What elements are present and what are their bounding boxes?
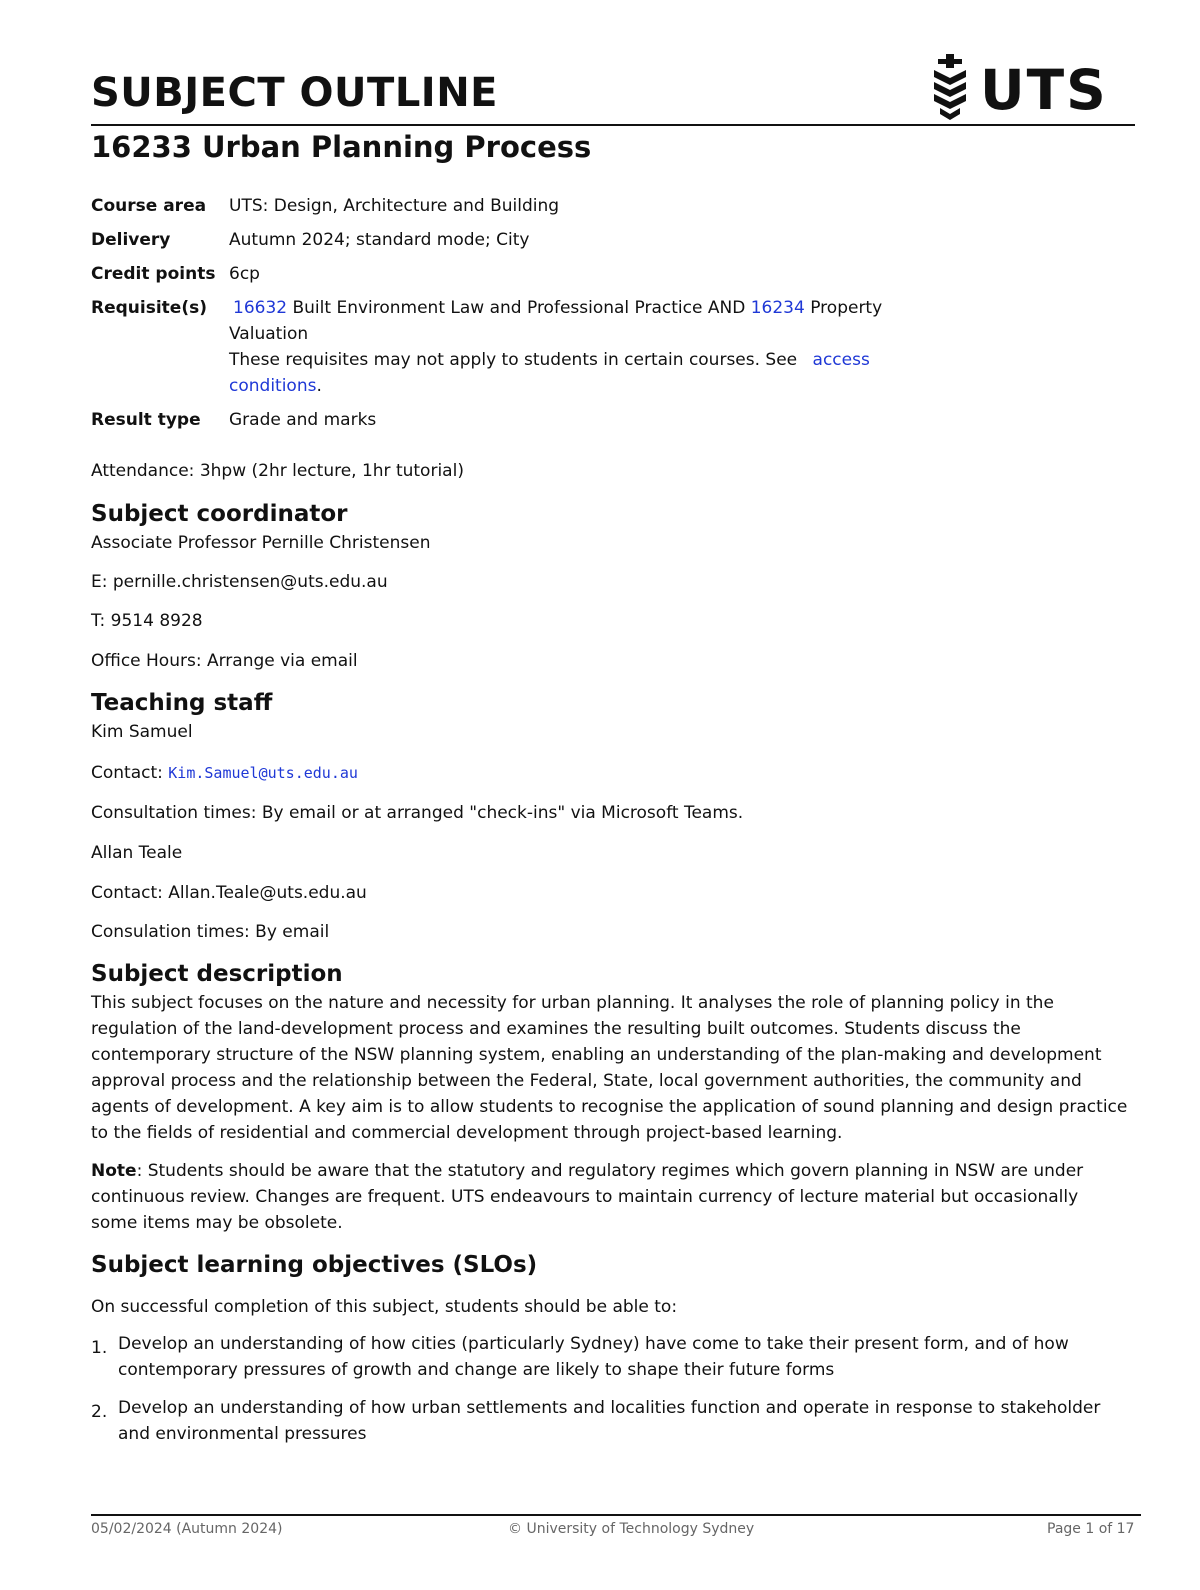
requisites-note-end: .	[316, 376, 322, 396]
note-label: Note	[91, 1161, 137, 1181]
course-area-label: Course area	[91, 196, 207, 216]
coordinator-phone: T: 9514 8928	[91, 611, 203, 631]
footer-copyright: © University of Technology Sydney	[508, 1521, 755, 1537]
requisite-link-16632[interactable]: 16632	[233, 298, 288, 318]
description-note	[91, 1158, 1121, 1236]
slo-number: 2.	[91, 1402, 108, 1422]
footer-date: 05/02/2024 (Autumn 2024)	[91, 1521, 283, 1537]
credit-points-value: 6cp	[229, 264, 260, 284]
footer-rule	[91, 1514, 1141, 1516]
credit-points-label: Credit points	[91, 264, 216, 284]
slo-text: Develop an understanding of how cities (particularly Sydney) have come to take their present form, and of how contemporary pressures of growth and change are likely to shape their future forms	[118, 1334, 1069, 1380]
coordinator-name: Associate Professor Pernille Christensen	[91, 533, 431, 553]
staff1-consultation: Consultation times: By email or at arranged "check-ins" via Microsoft Teams.	[91, 803, 744, 823]
info-row-requisites	[91, 295, 951, 399]
staff2-consultation: Consulation times: By email	[91, 922, 330, 942]
subject-title: 16233 Urban Planning Process	[91, 130, 592, 164]
slo-list	[91, 1331, 1111, 1447]
staff1-contact	[91, 760, 358, 786]
coordinator-office-hours: Office Hours: Arrange via email	[91, 651, 358, 671]
staff1-name: Kim Samuel	[91, 722, 193, 742]
info-row-credit-points	[91, 261, 951, 287]
info-row-delivery	[91, 227, 951, 253]
requisites-label: Requisite(s)	[91, 298, 207, 318]
footer-page-number: Page 1 of 17	[1047, 1521, 1135, 1537]
teaching-staff-heading: Teaching staff	[91, 690, 273, 716]
uts-logo	[928, 52, 1108, 124]
subject-info-table	[91, 193, 951, 441]
requisite-2-text: Property Valuation	[229, 298, 883, 344]
delivery-label: Delivery	[91, 230, 171, 250]
result-type-value: Grade and marks	[229, 410, 377, 430]
requisites-value	[229, 295, 951, 399]
requisite-link-16234[interactable]: 16234	[750, 298, 805, 318]
staff1-email-link[interactable]: Kim.Samuel@uts.edu.au	[168, 764, 358, 782]
slo-text: Develop an understanding of how urban settlements and localities function and operate in response to stakeholder and environmental pressures	[118, 1398, 1101, 1444]
delivery-value: Autumn 2024; standard mode; City	[229, 230, 530, 250]
staff1-contact-label: Contact:	[91, 763, 163, 783]
staff2-contact: Contact: Allan.Teale@uts.edu.au	[91, 883, 367, 903]
slo-intro: On successful completion of this subject, students should be able to:	[91, 1297, 678, 1317]
access-conditions-link[interactable]: access conditions	[229, 350, 870, 396]
slo-item	[91, 1331, 1111, 1383]
coordinator-heading: Subject coordinator	[91, 501, 348, 527]
uts-logo-text: UTS	[980, 58, 1108, 122]
slo-number: 1.	[91, 1338, 108, 1358]
header-rule	[91, 124, 1135, 126]
description-paragraph: This subject focuses on the nature and necessity for urban planning. It analyses the role of planning policy in the regulation of the land-development process and examines the resulting built outcomes. Students discuss the contemporary structure of the NSW planning system, enabling an understanding of the plan-making and development approval process and the relationship between the Federal, State, local government authorities, the community and agents of development. A key aim is to allow students to recognise the application of sound planning and design practice to the fields of residential and commercial development through project-based learning.	[91, 993, 1128, 1143]
slo-item	[91, 1395, 1111, 1447]
result-type-label: Result type	[91, 410, 201, 430]
info-row-result-type	[91, 407, 951, 433]
staff2-name: Allan Teale	[91, 843, 183, 863]
course-area-value: UTS: Design, Architecture and Building	[229, 196, 560, 216]
attendance-text: Attendance: 3hpw (2hr lecture, 1hr tutorial)	[91, 461, 464, 481]
slo-heading: Subject learning objectives (SLOs)	[91, 1252, 538, 1278]
uts-crest-icon	[928, 52, 974, 124]
info-row-course-area	[91, 193, 951, 219]
coordinator-email: E: pernille.christensen@uts.edu.au	[91, 572, 388, 592]
document-title: SUBJECT OUTLINE	[91, 70, 498, 116]
note-text: : Students should be aware that the statutory and regulatory regimes which govern planning in NSW are under continuous review. Changes are frequent. UTS endeavours to maintain currency of lecture material but occasionally some items may be obsolete.	[91, 1161, 1084, 1233]
requisites-note: These requisites may not apply to students in certain courses. See	[229, 350, 798, 370]
description-heading: Subject description	[91, 961, 343, 987]
requisite-1-text: Built Environment Law and Professional Practice AND	[292, 298, 746, 318]
